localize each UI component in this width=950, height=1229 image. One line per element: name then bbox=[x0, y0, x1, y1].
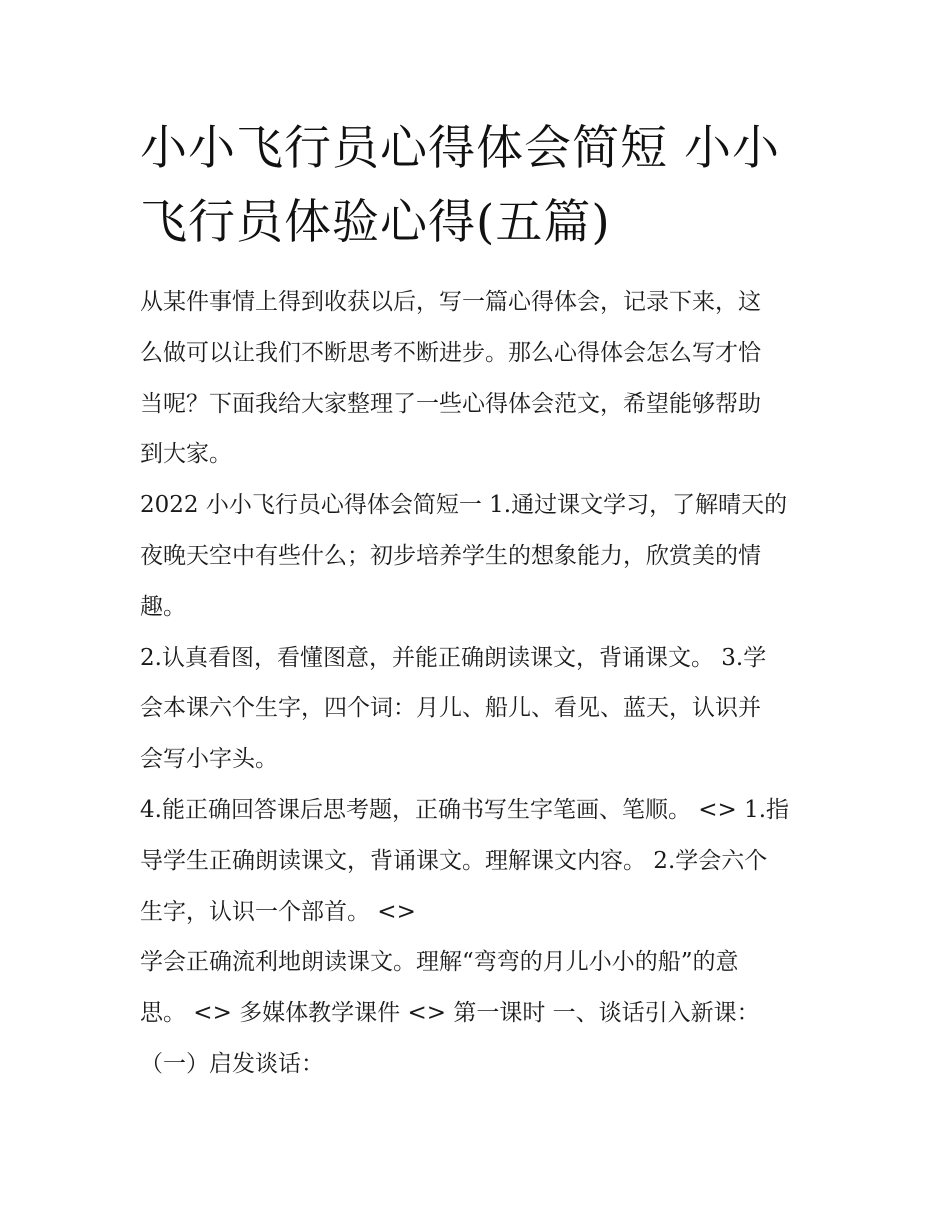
text-line: 2022 小小飞行员心得体会简短一 1.通过课文学习，了解晴天的 bbox=[140, 492, 788, 519]
teaching-paragraph bbox=[140, 937, 820, 1089]
text-line: 4.能正确回答课后思考题，正确书写生字笔画、笔顺。 <> 1.指 bbox=[140, 796, 790, 823]
objective-paragraph-2 bbox=[140, 633, 820, 785]
document-body bbox=[140, 277, 820, 1090]
text-line: 当呢？下面我给大家整理了一些心得体会范文，希望能够帮助 bbox=[140, 390, 761, 417]
text-line: 生字，认识一个部首。 <> bbox=[140, 898, 416, 925]
text-line: 导学生正确朗读课文，背诵课文。理解课文内容。 2.学会六个 bbox=[140, 847, 768, 874]
text-line: 会本课六个生字，四个词：月儿、船儿、看见、蓝天，认识并 bbox=[140, 695, 761, 722]
title-line-2: 飞行员体验心得(五篇) bbox=[140, 195, 611, 250]
text-line: （一）启发谈话： bbox=[140, 1050, 324, 1077]
document-title bbox=[140, 112, 820, 260]
text-line: 夜晚天空中有些什么；初步培养学生的想象能力，欣赏美的情 bbox=[140, 542, 761, 569]
objective-paragraph-3 bbox=[140, 785, 820, 937]
intro-paragraph bbox=[140, 277, 820, 480]
text-line: 2.认真看图，看懂图意，并能正确朗读课文，背诵课文。 3.学 bbox=[140, 644, 767, 671]
text-line: 学会正确流利地朗读课文。理解“弯弯的月儿小小的船”的意 bbox=[140, 949, 739, 976]
text-line: 会写小字头。 bbox=[140, 746, 278, 773]
text-line: 趣。 bbox=[140, 593, 186, 620]
title-line-1: 小小飞行员心得体会简短 小小 bbox=[140, 121, 780, 176]
text-line: 么做可以让我们不断思考不断进步。那么心得体会怎么写才恰 bbox=[140, 339, 761, 366]
objective-paragraph-1 bbox=[140, 480, 820, 632]
text-line: 到大家。 bbox=[140, 441, 232, 468]
text-line: 思。 <> 多媒体教学课件 <> 第一课时 一、谈话引入新课： bbox=[140, 1000, 760, 1027]
text-line: 从某件事情上得到收获以后，写一篇心得体会，记录下来，这 bbox=[140, 289, 761, 315]
